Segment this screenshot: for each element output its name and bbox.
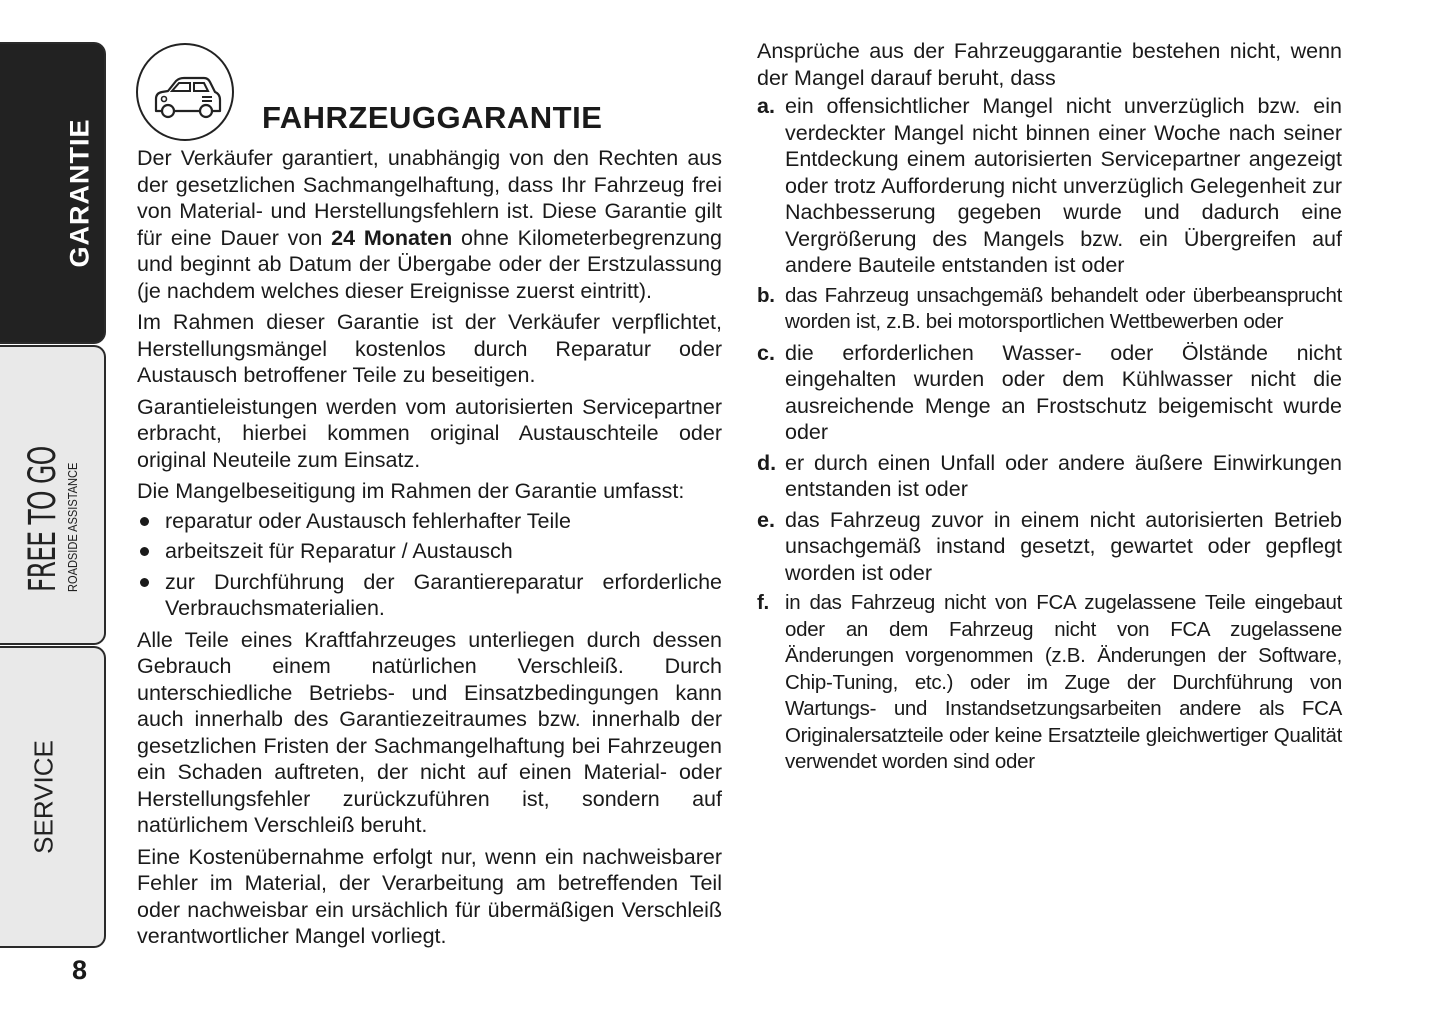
list-item: c. die erforderlichen Wasser- oder Ölstände nicht eingehalten wurden oder dem Kühlwasser nicht die ausreichende Menge an Frostschutz beigemischt wurde oder <box>757 340 1342 444</box>
list-item: d. er durch einen Unfall oder andere äußere Einwirkungen entstanden ist oder <box>757 450 1342 501</box>
left-column <box>137 145 722 955</box>
list-item: f. in das Fahrzeug nicht von FCA zugelassene Teile eingebaut oder an dem Fahrzeug nicht von FCA zugelassene Änderungen vorgenommen (z.B. Änderungen der Software, Chip-Tuning, etc.) oder im Zuge der Durchführung von Wartungs- und Instandsetzungsarbeiten andere als FCA Originalersatzteile oder keine Ersatzteile gleichwertiger Qualität verwendet worden sind oder <box>757 591 1342 773</box>
car-front-icon <box>136 43 234 141</box>
paragraph-wear: Alle Teile eines Kraftfahrzeuges unterliegen durch dessen Gebrauch einem natürlichen Verschleiß. Durch unterschiedliche Betriebs- und Einsatzbedingungen kann auch innerhalb des Garantiezeitraumes bzw. innerhalb der gesetzlichen Fristen der Sachmangelhaftung bei Fahrzeugen ein Schaden auftreten, der nicht auf einen Material- oder Herstellungsfehler zurückzuführen ist, sondern auf natürlichem Verschleiß beruht. <box>137 627 722 837</box>
paragraph-exclusions-intro: Ansprüche aus der Fahrzeuggarantie bestehen nicht, wenn der Mangel darauf beruht, dass <box>757 39 1342 90</box>
paragraph-cost-coverage: Eine Kostenübernahme erfolgt nur, wenn ein nachweisbarer Fehler im Material, der Verarbeitung am betreffenden Teil oder nachweisbar ein ursächlich für übermäßigen Verschleiß verantwortlicher Mangel vorliegt. <box>137 844 722 948</box>
right-column <box>757 38 1342 780</box>
tab-free-to-go-label: FREE TO GO <box>21 446 64 592</box>
list-item: e. das Fahrzeug zuvor in einem nicht autorisierten Betrieb unsachgemäß instand gesetzt, gewartet oder gepflegt worden ist oder <box>757 507 1342 585</box>
bullet-icon <box>140 517 149 526</box>
coverage-list <box>137 508 722 622</box>
tab-service-label: SERVICE <box>28 740 59 854</box>
section-title: FAHRZEUGGARANTIE <box>262 100 603 135</box>
paragraph-warranty-scope: Der Verkäufer garantiert, unabhängig von den Rechten aus der gesetzlichen Sachmangelhaftung, dass Ihr Fahrzeug frei von Material- und Herstellungsfehlern ist. Diese Garantie gilt für eine Dauer von 24 Monaten ohne Kilometerbegrenzung und beginnt ab Datum der Übergabe oder der Erstzulassung (je nachdem welches dieser Ereignisse zuerst eintritt). <box>137 146 723 303</box>
page-number: 8 <box>72 955 88 985</box>
list-item: b. das Fahrzeug unsachgemäß behandelt oder überbeansprucht worden ist, z.B. bei motorsportlichen Wettbewerben oder <box>757 283 1342 333</box>
tab-service[interactable] <box>0 646 106 948</box>
paragraph-coverage-intro: Die Mangelbeseitigung im Rahmen der Garantie umfasst: <box>137 479 685 503</box>
tab-free-to-go-label-group <box>21 398 80 592</box>
tab-garantie[interactable] <box>0 42 106 344</box>
bullet-icon <box>140 547 149 556</box>
exclusion-list <box>757 93 1342 776</box>
list-item: reparatur oder Austausch fehlerhafter Teile <box>137 508 722 535</box>
list-item: zur Durchführung der Garantiereparatur erforderliche Verbrauchsmaterialien. <box>137 569 722 622</box>
list-item: arbeitszeit für Reparatur / Austausch <box>137 538 722 565</box>
list-item: a. ein offensichtlicher Mangel nicht unverzüglich bzw. ein verdeckter Mangel nicht binnen einer Woche nach seiner Entdeckung einem autorisierten Servicepartner angezeigt oder trotz Aufforderung nicht unverzüglich Gelegenheit zur Nachbesserung gegeben wurde und dadurch eine Vergrößerung des Mangels bzw. ein Übergreifen auf andere Bauteile entstanden ist oder <box>757 94 1342 277</box>
tab-roadside-label: ROADSIDE ASSISTANCE <box>65 462 80 592</box>
tab-free-to-go[interactable] <box>0 345 106 645</box>
tab-garantie-label: GARANTIE <box>64 118 95 268</box>
warranty-duration: 24 Monaten <box>331 225 453 250</box>
paragraph-obligation: Im Rahmen dieser Garantie ist der Verkäufer verpflichtet, Herstellungsmängel kostenlos durch Reparatur oder Austausch betroffener Teile zu beseitigen. <box>137 310 722 387</box>
paragraph-service-partner: Garantieleistungen werden vom autorisierten Servicepartner erbracht, hierbei kommen original Austauschteile oder original Neuteile zum Einsatz. <box>137 394 722 472</box>
bullet-icon <box>140 578 149 587</box>
